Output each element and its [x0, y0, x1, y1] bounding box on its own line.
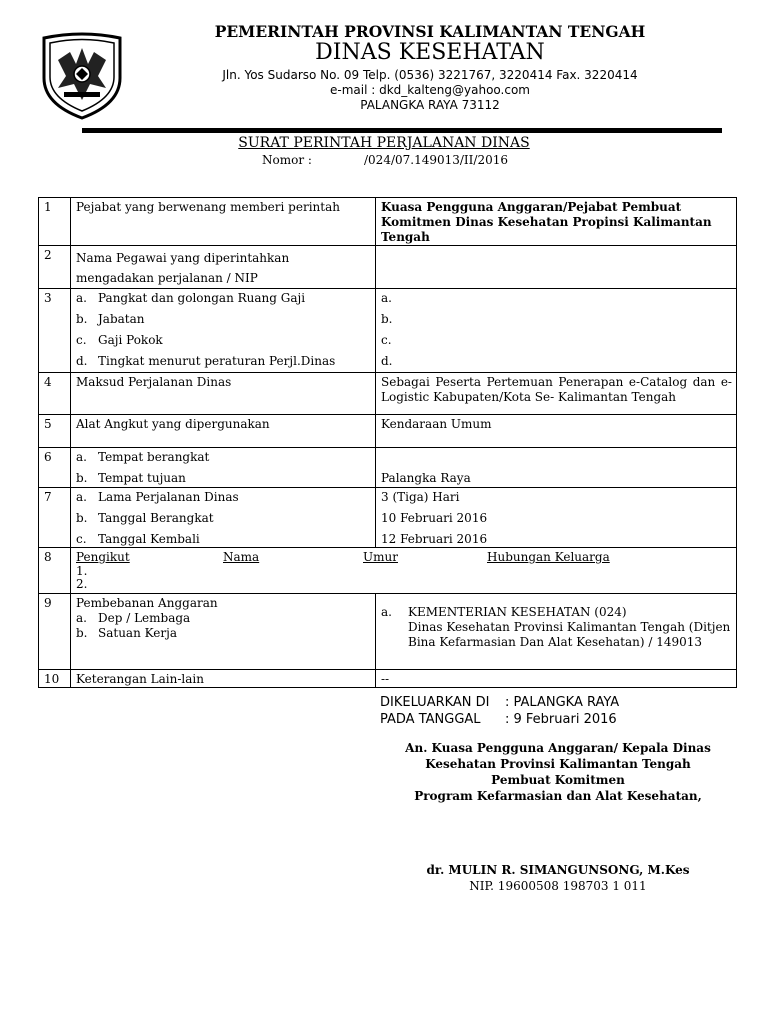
list-item: a. Lama Perjalanan Dinas [76, 490, 239, 504]
row-number: 5 [39, 415, 71, 448]
letterhead-agency: DINAS KESEHATAN [315, 40, 545, 65]
list-item: c. Gaji Pokok [76, 333, 163, 347]
province-emblem-logo [36, 30, 128, 120]
list-item: a. Tempat berangkat [76, 450, 210, 464]
row-label [71, 289, 376, 373]
list-item: b. Tanggal Berangkat [76, 511, 214, 525]
table-row [39, 594, 737, 670]
issued-block [380, 694, 619, 728]
issued-place-value: : PALANGKA RAYA [505, 695, 620, 710]
table-row [39, 373, 737, 415]
list-item: 12 Februari 2016 [381, 532, 488, 546]
header-pengikut: Pengikut [76, 550, 130, 564]
row-number: 10 [39, 670, 71, 688]
list-item: b. Tempat tujuan [76, 471, 186, 485]
row-number: 3 [39, 289, 71, 373]
row-value: Kuasa Pengguna Anggaran/Pejabat Pembuat Komitmen Dinas Kesehatan Propinsi Kalimantan Tengah [376, 198, 737, 246]
list-item: b. [381, 312, 393, 326]
table-row [39, 246, 737, 289]
list-item: 1. [76, 564, 88, 578]
row-number: 9 [39, 594, 71, 670]
header-umur: Umur [363, 550, 398, 564]
document-number [262, 153, 508, 167]
row-number: 8 [39, 548, 71, 594]
list-item: a. Dep / Lembaga [76, 611, 191, 625]
letterhead-divider [82, 128, 722, 133]
list-item: a. [381, 291, 392, 305]
table-row [39, 448, 737, 488]
document-title: SURAT PERINTAH PERJALANAN DINAS [238, 135, 530, 151]
signatory-nip: NIP. 19600508 198703 1 011 [469, 879, 647, 893]
list-item: d. [381, 354, 393, 368]
row-number: 6 [39, 448, 71, 488]
signature-line: Pembuat Komitmen [491, 773, 625, 787]
nomor-label: Nomor : [262, 153, 312, 167]
letterhead-city: PALANGKA RAYA 73112 [360, 98, 500, 112]
travel-order-table [38, 197, 737, 688]
list-item: b. Satuan Kerja [76, 626, 177, 640]
row-number: 1 [39, 198, 71, 246]
row-value [376, 289, 737, 373]
letterhead-address: Jln. Yos Sudarso No. 09 Telp. (0536) 3221767, 3220414 Fax. 3220414 [222, 68, 638, 82]
row-value: Kendaraan Umum [376, 415, 737, 448]
issued-place-label: DIKELUARKAN DI [380, 695, 490, 710]
letterhead-government: PEMERINTAH PROVINSI KALIMANTAN TENGAH [214, 22, 646, 41]
list-item: a. Pangkat dan golongan Ruang Gaji [76, 291, 306, 305]
list-item: a. KEMENTERIAN KESEHATAN (024) Dinas Kesehatan Provinsi Kalimantan Tengah (Ditjen Bina Kefarmasian Dan Alat Kesehatan) / 149013 [381, 605, 731, 649]
row-label [71, 448, 376, 488]
row-label: Maksud Perjalanan Dinas [71, 373, 376, 415]
signature-title-block [388, 740, 728, 804]
budget-label: Pembebanan Anggaran [76, 596, 218, 610]
list-item: c. Tanggal Kembali [76, 532, 200, 546]
list-item: c. [381, 333, 392, 347]
letterhead-email: e-mail : dkd_kalteng@yahoo.com [330, 83, 530, 97]
row-label: Pejabat yang berwenang memberi perintah [71, 198, 376, 246]
list-item: d. Tingkat menurut peraturan Perjl.Dinas [76, 354, 336, 368]
issued-date-label: PADA TANGGAL [380, 712, 481, 727]
signature-line: An. Kuasa Pengguna Anggaran/ Kepala Dinas [405, 741, 711, 755]
table-row [39, 289, 737, 373]
list-item: 3 (Tiga) Hari [381, 490, 460, 504]
table-row [39, 415, 737, 448]
row-followers [71, 548, 737, 594]
list-item: 10 Februari 2016 [381, 511, 488, 525]
row-label [71, 594, 376, 670]
row-label [71, 488, 376, 548]
header-hubungan: Hubungan Keluarga [487, 550, 610, 564]
row-label: Alat Angkut yang dipergunakan [71, 415, 376, 448]
row-value [376, 594, 737, 670]
list-item: Palangka Raya [381, 471, 471, 485]
row-value [376, 246, 737, 289]
signature-line: Program Kefarmasian dan Alat Kesehatan, [414, 789, 702, 803]
row-value [376, 488, 737, 548]
signatory-name: dr. MULIN R. SIMANGUNSONG, M.Kes [426, 863, 690, 877]
row-label: Keterangan Lain-lain [71, 670, 376, 688]
table-row [39, 548, 737, 594]
list-item: 2. [76, 577, 88, 591]
row-number: 4 [39, 373, 71, 415]
table-row [39, 670, 737, 688]
row-value: -- [376, 670, 737, 688]
row-value: Sebagai Peserta Pertemuan Penerapan e-Catalog dan e-Logistic Kabupaten/Kota Se- Kalimantan Tengah [376, 373, 737, 415]
row-number: 2 [39, 246, 71, 289]
followers-header [76, 550, 732, 565]
table-row [39, 488, 737, 548]
table-row [39, 198, 737, 246]
header-nama: Nama [223, 550, 260, 564]
row-value [376, 448, 737, 488]
row-label: Nama Pegawai yang diperintahkan mengadakan perjalanan / NIP [71, 246, 376, 289]
signature-line: Kesehatan Provinsi Kalimantan Tengah [425, 757, 691, 771]
row-number: 7 [39, 488, 71, 548]
list-item: b. Jabatan [76, 312, 145, 326]
nomor-value: /024/07.149013/II/2016 [364, 153, 508, 167]
list-item [381, 450, 732, 465]
issued-date-value: : 9 Februari 2016 [505, 712, 617, 727]
